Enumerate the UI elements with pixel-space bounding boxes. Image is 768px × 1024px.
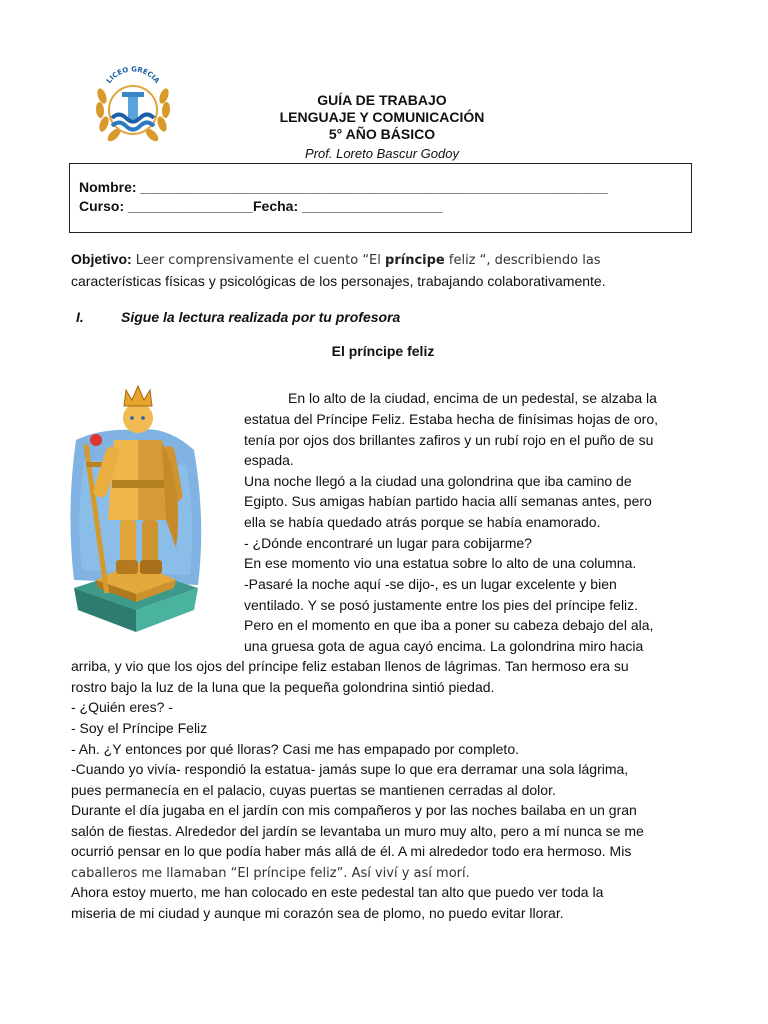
story-line: ocurrió pensar en lo que podía haber más allá de él. A mi alrededor todo era hermoso. Mis — [71, 843, 632, 859]
curso-field[interactable]: Curso: ________________ — [79, 198, 257, 214]
header-line-3: 5° AÑO BÁSICO — [328, 126, 436, 142]
section-title: Sigue la lectura realizada por tu profesora — [121, 309, 401, 325]
nombre-field[interactable]: Nombre: ____________________________________________________________ — [79, 179, 608, 195]
story-line: ventilado. Y se posó justamente entre los pies del príncipe feliz. — [244, 597, 639, 613]
story-line: Una noche llegó a la ciudad una golondrina que iba camino de — [244, 473, 632, 489]
objective-label: Objetivo: — [71, 251, 132, 267]
golden-prince-statue-illustration — [66, 370, 206, 646]
story-line: En ese momento vio una estatua sobre lo alto de una columna. — [244, 555, 637, 571]
story-line: arriba, y vio que los ojos del príncipe feliz estaban llenos de lágrimas. Tan hermoso era su — [71, 658, 629, 674]
story-line: pues permanecía en el palacio, cuyas puertas se mantienen cerradas al dolor. — [71, 782, 556, 798]
story-line: -Cuando yo vivía- respondió la estatua- jamás supe lo que era derramar una sola lágrima, — [71, 761, 629, 777]
logo-text: LICEO GRECIA — [105, 65, 161, 85]
story-line-fancy: caballeros me llamaban “El príncipe feliz”. Así viví y así morí. — [71, 866, 470, 881]
story-line: - ¿Quién eres? - — [71, 699, 173, 715]
objective-text-2: feliz “, describiendo las — [444, 253, 601, 268]
fecha-field[interactable]: Fecha: __________________ — [253, 198, 443, 214]
story-line: estatua del Príncipe Feliz. Estaba hecha de finísimas hojas de oro, — [244, 411, 659, 427]
story-line: Ahora estoy muerto, me han colocado en este pedestal tan alto que puedo ver toda la — [71, 884, 604, 900]
story-line: Pero en el momento en que iba a poner su cabeza debajo del ala, — [244, 617, 654, 633]
section-number: I. — [76, 309, 84, 325]
school-logo — [92, 58, 174, 146]
objective-line-2: características físicas y psicológicas de los personajes, trabajando colaborativamente. — [71, 273, 606, 289]
header-line-1: GUÍA DE TRABAJO — [317, 92, 447, 108]
story-line: salón de fiestas. Alrededor del jardín se levantaba un muro muy alto, pero a mí nunca se me — [71, 823, 644, 839]
objective-text-1: Leer comprensivamente el cuento “El — [131, 253, 386, 268]
story-line: - Soy el Príncipe Feliz — [71, 720, 208, 736]
objective-bold: príncipe — [385, 253, 445, 268]
story-line: espada. — [244, 452, 294, 468]
story-line: En lo alto de la ciudad, encima de un pedestal, se alzaba la — [288, 390, 657, 406]
story-line: una gruesa gota de agua cayó encima. La golondrina miro hacia — [244, 638, 644, 654]
story-line — [71, 862, 470, 884]
story-line: miseria de mi ciudad y aunque mi corazón sea de plomo, no puedo evitar llorar. — [71, 905, 564, 921]
story-title: El príncipe feliz — [331, 343, 435, 359]
story-line: - ¿Dónde encontraré un lugar para cobijarme? — [244, 535, 532, 551]
story-line: -Pasaré la noche aquí -se dijo-, es un lugar excelente y bien — [244, 576, 617, 592]
story-line: rostro bajo la luz de la luna que la pequeña golondrina sintió piedad. — [71, 679, 495, 695]
story-line: - Ah. ¿Y entonces por qué lloras? Casi me has empapado por completo. — [71, 741, 519, 757]
story-line: Egipto. Sus amigas habían partido hacia allí semanas antes, pero — [244, 493, 652, 509]
svg-text:LICEO GRECIA — [105, 65, 161, 85]
objective-paragraph — [71, 249, 711, 292]
story-line: tenía por ojos dos brillantes zafiros y un rubí rojo en el puño de su — [244, 432, 654, 448]
story-line: ella se había quedado atrás porque se había enamorado. — [244, 514, 601, 530]
teacher-name: Prof. Loreto Bascur Godoy — [305, 146, 459, 161]
header-line-2: LENGUAJE Y COMUNICACIÓN — [279, 109, 485, 125]
story-line: Durante el día jugaba en el jardín con mis compañeros y por las noches bailaba en un gran — [71, 802, 637, 818]
student-info-box — [69, 163, 692, 233]
